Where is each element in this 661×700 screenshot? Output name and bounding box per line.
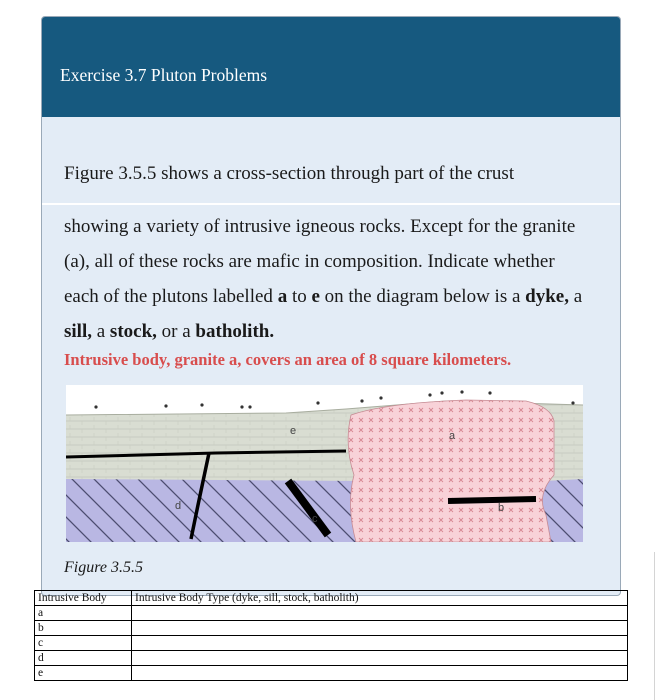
para-text-4: a bbox=[91, 321, 110, 342]
granite-body-a bbox=[348, 400, 554, 542]
exercise-title: Exercise 3.7 Pluton Problems bbox=[42, 17, 620, 117]
term-sill: sill, bbox=[64, 321, 92, 342]
row-type-cell[interactable] bbox=[132, 621, 628, 636]
exercise-body bbox=[42, 117, 620, 595]
table-row bbox=[35, 666, 628, 681]
label-d-text: d bbox=[175, 500, 182, 512]
label-a-text: a bbox=[449, 430, 456, 442]
para-text-1: showing a variety of intrusive igneous rocks. Except for the granite (a), all of these rocks are mafic in composition. Indicate whether each of the plutons labelled bbox=[64, 216, 576, 307]
answer-table bbox=[34, 590, 628, 681]
exercise-card bbox=[41, 16, 621, 596]
row-type-cell[interactable] bbox=[132, 651, 628, 666]
row-body-label: b bbox=[35, 621, 132, 636]
label-a: a bbox=[277, 286, 288, 307]
row-type-cell[interactable] bbox=[132, 636, 628, 651]
para-text-3: a bbox=[569, 286, 583, 307]
table-row bbox=[35, 606, 628, 621]
cross-section-diagram bbox=[66, 385, 583, 542]
label-c-text: c bbox=[312, 513, 318, 525]
para-text-2: on the diagram below is a bbox=[319, 286, 526, 307]
row-body-label: e bbox=[35, 666, 132, 681]
area-note: Intrusive body, granite a, covers an area of 8 square kilometers. bbox=[64, 350, 512, 369]
sill-b bbox=[448, 499, 536, 501]
basement-rock bbox=[66, 479, 386, 542]
figure-caption: Figure 3.5.5 bbox=[64, 559, 143, 576]
row-body-label: c bbox=[35, 636, 132, 651]
table-header-row bbox=[35, 591, 628, 606]
header-intrusive-body: Intrusive Body bbox=[35, 591, 132, 606]
row-body-label: d bbox=[35, 651, 132, 666]
label-e: e bbox=[311, 286, 320, 307]
row-type-cell[interactable] bbox=[132, 666, 628, 681]
page-edge-line bbox=[654, 552, 655, 700]
row-body-label: a bbox=[35, 606, 132, 621]
para-to: to bbox=[287, 286, 312, 307]
label-e-text: e bbox=[290, 425, 297, 437]
divider bbox=[42, 203, 620, 205]
exercise-paragraph bbox=[64, 209, 594, 349]
term-batholith: batholith. bbox=[195, 321, 275, 342]
para-text-5: or a bbox=[156, 321, 196, 342]
exercise-intro: Figure 3.5.5 shows a cross-section through part of the crust bbox=[64, 163, 515, 184]
table-row bbox=[35, 651, 628, 666]
row-type-cell[interactable] bbox=[132, 606, 628, 621]
label-b-text: b bbox=[498, 502, 505, 514]
header-intrusive-type: Intrusive Body Type (dyke, sill, stock, batholith) bbox=[132, 591, 628, 606]
table-row bbox=[35, 636, 628, 651]
table-row bbox=[35, 621, 628, 636]
term-dyke: dyke, bbox=[525, 286, 569, 307]
term-stock: stock, bbox=[109, 321, 157, 342]
